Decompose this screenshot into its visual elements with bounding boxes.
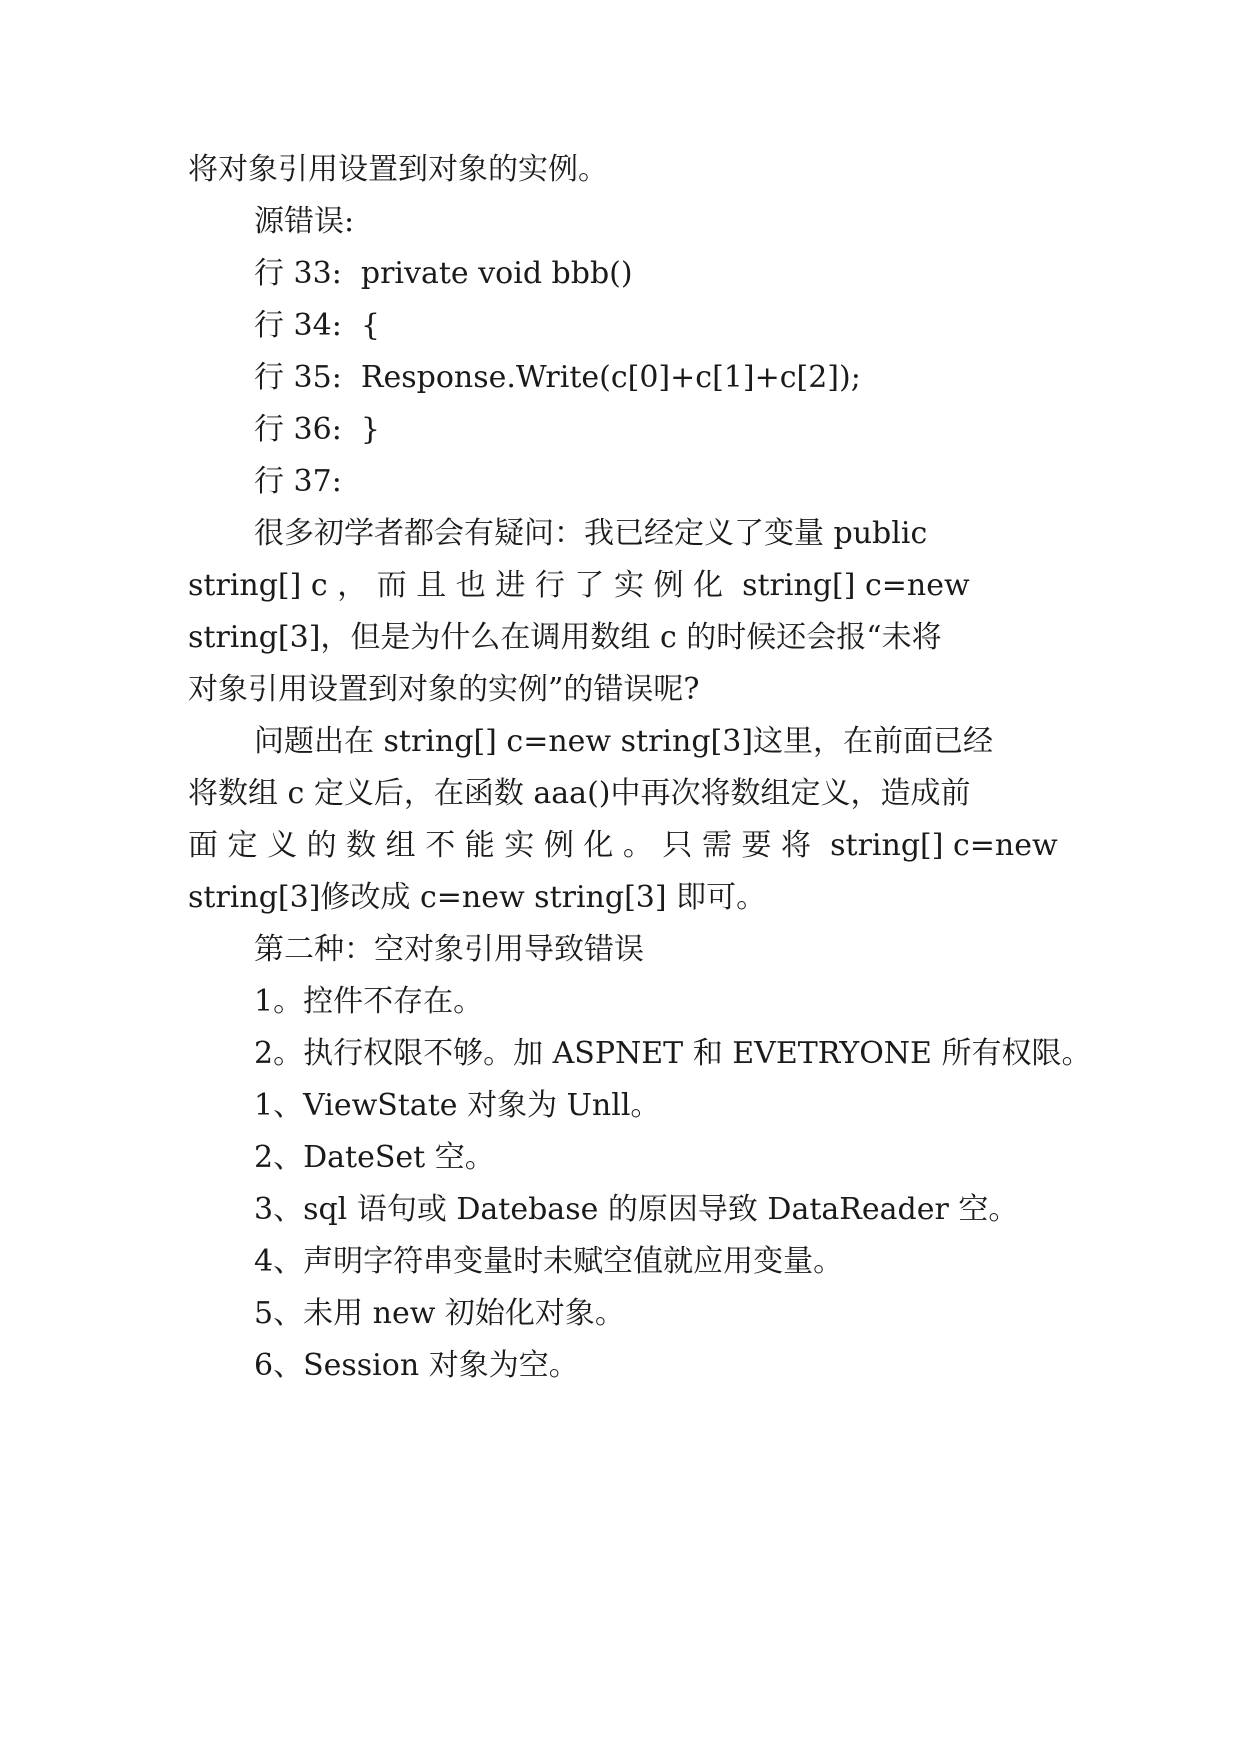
code-line-37: 行 37:: [254, 464, 342, 499]
code-line-36: 行 36: }: [254, 412, 380, 447]
paragraph-line: 将数组 c 定义后，在函数 aaa()中再次将数组定义，造成前: [188, 776, 971, 811]
paragraph-line: 问题出在 string[] c=new string[3]这里，在前面已经: [254, 724, 994, 759]
code-line-34: 行 34: {: [254, 308, 380, 343]
list-item: 5、未用 new 初始化对象。: [254, 1296, 625, 1331]
list-item: 2。执行权限不够。加 ASPNET 和 EVETRYONE 所有权限。: [254, 1036, 1092, 1071]
paragraph-line: string[3]，但是为什么在调用数组 c 的时候还会报“未将: [188, 620, 942, 655]
source-error-label: 源错误:: [254, 204, 355, 239]
list-item: 1。控件不存在。: [254, 984, 484, 1019]
list-item: 3、sql 语句或 Datebase 的原因导致 DataReader 空。: [254, 1192, 1019, 1227]
list-item: 1、ViewState 对象为 Unll。: [254, 1088, 661, 1123]
paragraph-line: string[3]修改成 c=new string[3] 即可。: [188, 880, 767, 915]
list-item: 2、DateSet 空。: [254, 1140, 495, 1175]
paragraph-line: 很多初学者都会有疑问：我已经定义了变量 public: [254, 516, 928, 551]
code-line-35: 行 35: Response.Write(c[0]+c[1]+c[2]);: [254, 360, 861, 395]
text-line: 将对象引用设置到对象的实例。: [188, 152, 608, 187]
paragraph-line: 面 定 义 的 数 组 不 能 实 例 化 。 只 需 要 将 string[] c=new: [188, 828, 1058, 863]
code-line-33: 行 33: private void bbb(): [254, 256, 633, 291]
list-item: 6、Session 对象为空。: [254, 1348, 579, 1383]
paragraph-line: 对象引用设置到对象的实例”的错误呢?: [188, 672, 700, 707]
paragraph-line: string[] c ， 而 且 也 进 行 了 实 例 化 string[] c=new: [188, 568, 970, 603]
list-item: 4、声明字符串变量时未赋空值就应用变量。: [254, 1244, 844, 1279]
section-heading: 第二种：空对象引用导致错误: [254, 932, 644, 967]
